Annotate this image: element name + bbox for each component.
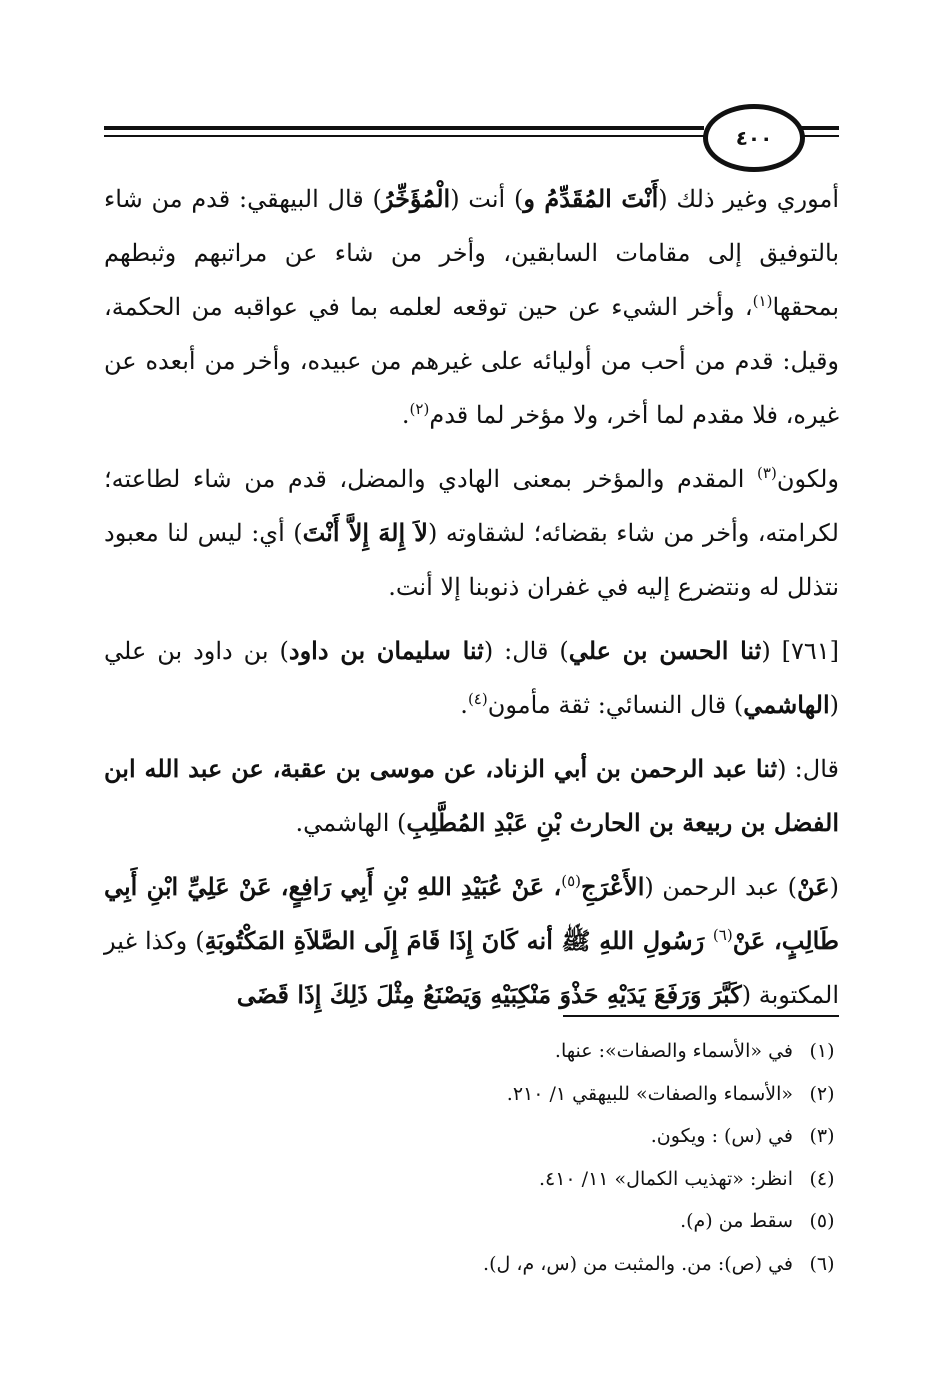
- text-segment: المقدم والمؤخر بمعنى الهادي والمضل، قدم من شاء لطاعته؛ لكرامته، وأخر من شاء بقضائه؛ لشقاوته (: [104, 465, 839, 547]
- text-segment: ) الهاشمي.: [295, 809, 407, 837]
- bold-text-segment: أَنْتَ المُقَدِّمُ و: [523, 184, 659, 213]
- page-header: [0, 0, 947, 180]
- footnote-text: «الأسماء والصفات» للبيهقي ١/ ٢١٠.: [506, 1082, 793, 1105]
- bold-text-segment: لاَ إِلهَ إِلاَّ أَنْتَ: [302, 518, 428, 547]
- text-segment: ) أي: ليس لنا معبود نتذلل له ونتضرع إليه في غفران ذنوبنا إلا أنت.: [104, 519, 839, 601]
- text-segment: ) قال النسائي: ثقة مأمون: [487, 691, 744, 719]
- text-segment: ) وكذا غير المكتوبة (: [104, 927, 839, 1009]
- footnotes: [104, 1030, 839, 1285]
- footnote-text: في (ص): من. والمثبت من (س، م، ل).: [483, 1252, 793, 1275]
- text-segment: (: [829, 873, 839, 901]
- text-segment: .: [460, 691, 468, 719]
- text-segment: أموري وغير ذلك (: [658, 185, 839, 213]
- text-segment: ولكون: [776, 465, 839, 493]
- paragraph: [104, 742, 839, 850]
- footnote-text: انظر: «تهذيب الكمال» ١١/ ٤١٠.: [538, 1167, 793, 1190]
- paragraph: [104, 860, 839, 1022]
- bold-text-segment: الأَعْرَجِ: [581, 872, 645, 901]
- footnote-reference: (١): [752, 292, 773, 310]
- text-segment: .: [401, 401, 410, 429]
- bold-text-segment: الْمُؤَخِّرُ: [381, 184, 451, 213]
- footnote-reference: (٢): [409, 400, 430, 418]
- text-segment: ) بن داود بن علي (: [104, 637, 839, 719]
- footnote-reference: (٣): [757, 464, 777, 482]
- header-rule-thin: [104, 135, 704, 137]
- footnote-separator: [563, 1015, 839, 1017]
- main-text: [104, 172, 839, 1032]
- bold-text-segment: كَبَّرَ وَرَفَعَ يَدَيْهِ حَذْوَ مَنْكِبَيْهِ وَيَصْنَعُ مِثْلَ ذَلِكَ إِذَا قَضَى: [236, 980, 742, 1009]
- text-segment: ) أنت (: [450, 185, 524, 213]
- footnote-text: في (س) : ويكون.: [650, 1125, 793, 1147]
- text-segment: ) قال البيهقي: قدم من شاء بالتوفيق إلى مقامات السابقين، وأخر من شاء عن مراتبهم وثبطهم بمحقها: [104, 185, 839, 321]
- footnote-reference: (٥): [561, 872, 581, 890]
- text-segment: ) قال: (: [483, 637, 569, 665]
- bold-text-segment: الهاشمي: [743, 690, 830, 719]
- paragraph: [104, 452, 839, 614]
- bold-text-segment: رَسُولِ اللهِ ﷺ أنه كَانَ إِذَا قَامَ إِلَى الصَّلاَةِ المَكْتُوبَةِ: [204, 926, 713, 955]
- footnote: [104, 1030, 839, 1073]
- footnote: [104, 1243, 839, 1286]
- bold-text-segment: ثنا الحسن بن علي: [568, 636, 762, 665]
- footnote: [104, 1200, 839, 1243]
- bold-text-segment: ، عَنْ عُبَيْدِ اللهِ بْنِ أَبِي رَافِعٍ، عَنْ عَلِيِّ ابْنِ أَبِي طَالِبٍ، عَنْ: [104, 872, 840, 955]
- footnote-number: (١): [809, 1040, 835, 1062]
- footnote-text: في «الأسماء والصفات»: عنها.: [554, 1040, 793, 1062]
- footnote-text: سقط من (م).: [680, 1210, 793, 1232]
- footnote-number: (٢): [809, 1082, 835, 1105]
- footnote-number: (٣): [809, 1125, 835, 1147]
- footnote-number: (٥): [809, 1210, 835, 1232]
- text-segment: ) عبد الرحمن (: [644, 873, 798, 901]
- paragraph: [104, 172, 839, 442]
- text-segment: [٧٦١] (: [761, 637, 840, 665]
- footnote: [104, 1115, 839, 1158]
- footnote-reference: (٤): [467, 690, 488, 708]
- bold-text-segment: ثنا عبد الرحمن بن أبي الزناد، عن موسى بن عقبة، عن عبد الله ابن الفضل بن ربيعة بن الحارث بْنِ عَبْدِ المُطَّلِبِ: [104, 754, 839, 837]
- footnote-number: (٦): [809, 1252, 835, 1275]
- footnote: [104, 1158, 839, 1201]
- page-number: ٤٠٠: [703, 104, 805, 172]
- bold-text-segment: ثنا سليمان بن داود: [288, 636, 484, 665]
- footnote: [104, 1073, 839, 1116]
- text-segment: ، وأخر الشيء عن حين توقعه لعلمه بما في عواقبه من الحكمة، وقيل: قدم من أحب من أوليائه على غيرهم من عبيده، وأخر من أبعده عن غيره، فلا مقدم لما أخر، ولا مؤخر لما قدم: [104, 293, 840, 429]
- text-segment: قال: (: [777, 755, 839, 783]
- paragraph: [104, 624, 839, 732]
- header-rule-thick: [104, 126, 704, 130]
- bold-text-segment: عَنْ: [797, 872, 830, 901]
- footnote-reference: (٦): [712, 926, 733, 944]
- footnote-number: (٤): [809, 1167, 835, 1190]
